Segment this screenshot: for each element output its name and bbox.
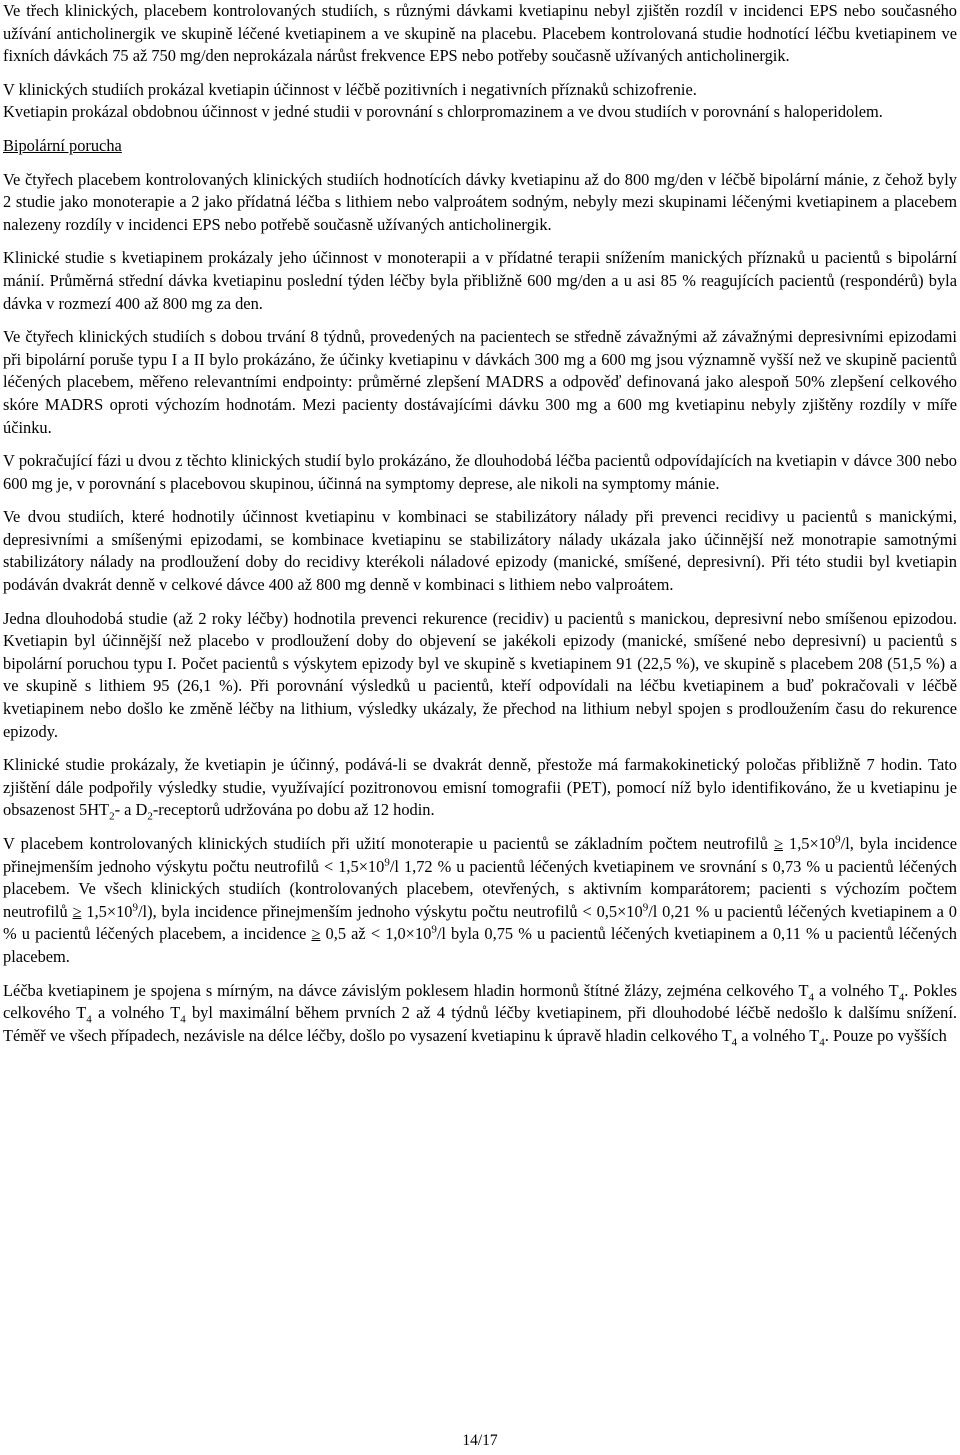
pet-text-c: -receptorů udržována po dobu až 12 hodin.: [152, 800, 435, 820]
subscript: 4: [898, 990, 905, 1003]
subscript: 4: [819, 1036, 825, 1049]
superscript: 9: [431, 923, 437, 936]
subscript: 2: [147, 810, 153, 823]
paragraph-continuation-phase: V pokračující fázi u dvou z těchto klinických studií bylo prokázáno, že dlouhodobá léčba pacientů odpovídajících na kvetiapin v dávce 300 nebo 600 mg je, v porovnání s placebovou skupinou, účinná na symptomy deprese, ale nikoli na symptomy mánie.: [3, 451, 957, 493]
section-heading-bipolar: Bipolární porucha: [3, 135, 122, 155]
text-run: Léčba kvetiapinem je spojena s mírným, na dávce závislým poklesem hladin hormonů štítné žlázy, zejména celkového T: [3, 980, 809, 1000]
text-run: . Pouze po vyšších: [824, 1025, 947, 1045]
paragraph-eps-studies: Ve třech klinických, placebem kontrolovaných studiích, s různými dávkami kvetiapinu nebyl zjištěn rozdíl v incidenci EPS nebo současného užívání anticholinergik ve skupině léčené kvetiapinem a ve skupině na placebu. Placebem kontrolovaná studie hodnotící léčbu kvetiapinem ve fixních dávkách 75 až 750 mg/den neprokázala nárůst frekvence EPS nebo potřeby současně užívaných anticholinergik.: [3, 1, 957, 66]
page-number: 14/17: [462, 1432, 498, 1449]
text-run: . Pokles celkového T: [3, 980, 957, 1023]
superscript: 9: [384, 856, 390, 869]
text-run: 0,5 až < 1,0×10: [320, 924, 432, 944]
paragraph-bipolar-mania-eps: Ve čtyřech placebem kontrolovaných klinických studiích hodnotících dávky kvetiapinu až do 800 mg/den v léčbě bipolární mánie, z čehož byly 2 studie jako monoterapie a 2 jako přídatná léčba s lithiem nebo valproátem sodným, nebyly mezi skupinami léčenými kvetiapinem a placebem nalezeny rozdíly v incidenci EPS nebo potřebě současně užívaných anticholinergik.: [3, 169, 957, 234]
text-run: /l byla 0,75 % u pacientů léčených kvetiapinem a 0,11 % u pacientů léčených placebem.: [3, 924, 958, 966]
ge-symbol: ≥: [311, 924, 321, 944]
superscript: 9: [642, 901, 649, 914]
paragraph-depression-studies: Ve čtyřech klinických studiích s dobou trvání 8 týdnů, provedených na pacientech se středně závažnými až závažnými depresivními epizodami při bipolární poruše typu I a II bylo prokázáno, že účinky kvetiapinu v dávkách 300 mg a 600 mg jsou významně vyšší než ve skupině pacientů léčených placebem, měřeno relevantními endpointy: průměrné zlepšení MADRS a odpověď definovaná jako alespoň 50% zlepšení celkového skóre MADRS oproti výchozím hodnotám. Mezi pacienty dostávajícími dávku 300 mg a 600 mg kvetiapinu nebyly zjištěny rozdíly v míře účinku.: [3, 327, 957, 437]
paragraph-long-term-study: Jedna dlouhodobá studie (až 2 roky léčby) hodnotila prevenci rekurence (recidiv) u pacientů s manickou, depresivní nebo smíšenou epizodou. Kvetiapin byl účinnější než placebo v prodloužení doby do objevení se jakékoli epizody (manické, smíšené nebo depresivní) u pacientů s bipolární poruchou typu I. Počet pacientů s výskytem epizody byl ve skupině s kvetiapinem 91 (22,5 %), ve skupině s placebem 208 (51,5 %) a ve skupině s lithiem 95 (26,1 %). Při porovnání výsledků u pacientů, kteří odpovídali na léčbu kvetiapinem a buď pokračovali v léčbě kvetiapinem nebo došlo ke změně léčby na lithium, výsledky ukázaly, že přechod na lithium nebyl spojen s prodloužením času do rekurence epizody.: [3, 608, 957, 741]
paragraph-schizophrenia-efficacy: V klinických studiích prokázal kvetiapin účinnost v léčbě pozitivních i negativních příznaků schizofrenie.: [3, 79, 697, 99]
paragraph-pet-study: [3, 754, 957, 822]
text-run: a volného T: [737, 1025, 820, 1045]
text-run: /l 1,72 % u pacientů léčených kvetiapinem ve srovnání s 0,73 % u pacientů léčených placebem. Ve všech klinických studiích (kontrolovaných placebem, otevřených, s aktivním komparátorem; pacienti s výchozím počtem neutrofilů: [3, 856, 957, 921]
text-run: /l 0,21 % u pacientů léčených kvetiapinem a 0 % u pacientů léčených placebem, a incidence: [3, 901, 957, 944]
text-run: /l, byla incidence přinejmenším jednoho výskytu počtu neutrofilů < 1,5×10: [3, 834, 957, 876]
paragraph-thyroid: [3, 980, 957, 1048]
paragraph-combination-studies: Ve dvou studiích, které hodnotily účinnost kvetiapinu v kombinaci se stabilizátory nálady při prevenci recidivy u pacientů s manickými, depresivními a smíšenými epizodami, se kombinace kvetiapinu se stabilizátory nálady ukázala jako účinnější než monotrapie samotnými stabilizátory nálady na prodloužení doby do recidivy kterékoli náladové epizody (manické, smíšené, depresivní). Při této studii byl kvetiapin podáván dvakrát denně v celkové dávce 400 až 800 mg denně v kombinaci s lithiem nebo valproátem.: [3, 507, 957, 595]
text-run: 1,5×10: [782, 834, 836, 853]
text-run: 1,5×10: [81, 901, 133, 921]
paragraph-neutrophils: [3, 833, 957, 969]
text-run: /l), byla incidence přinejmenším jednoho výskytu počtu neutrofilů < 0,5×10: [138, 901, 643, 921]
text-run: a volného T: [91, 1003, 181, 1023]
paragraph-comparator-studies: Kvetiapin prokázal obdobnou účinnost v jedné studii v porovnání s chlorpromazinem a ve dvou studiích v porovnání s haloperidolem.: [3, 102, 883, 122]
superscript: 9: [132, 901, 138, 914]
ge-symbol: ≥: [773, 834, 783, 853]
subscript: 4: [86, 1013, 92, 1026]
subscript: 4: [731, 1036, 738, 1049]
pet-text-b: - a D: [114, 800, 148, 820]
text-run: V placebem kontrolovaných klinických studiích při užití monoterapie u pacientů se základním počtem neutrofilů: [3, 834, 774, 853]
ge-symbol: ≥: [72, 901, 82, 921]
text-run: a volného T: [813, 980, 899, 1000]
subscript: 4: [180, 1013, 186, 1026]
paragraph-mania-efficacy: Klinické studie s kvetiapinem prokázaly jeho účinnost v monoterapii a v přídatné terapii snížením manických příznaků u pacientů s bipolární mánií. Průměrná střední dávka kvetiapinu poslední týden léčby byla přibližně 600 mg/den a u asi 85 % reagujících pacientů (respondérů) byla dávka v rozmezí 400 až 800 mg za den.: [3, 248, 957, 313]
text-run: byl maximální během prvních 2 až 4 týdnů léčby kvetiapinem, při dlouhodobé léčbě nedošlo k dalšímu snížení. Téměř ve všech případech, nezávisle na délce léčby, došlo po vysazení kvetiapinu k úpravě hladin celkového T: [3, 1003, 957, 1045]
document-page: [3, 0, 957, 1047]
pet-text-a: Klinické studie prokázaly, že kvetiapin je účinný, podává-li se dvakrát denně, přestože má farmakokinetický poločas přibližně 7 hodin. Tato zjištění dále podpořily výsledky studie, využívající pozitronovou emisní tomografii (PET), pomocí níž bylo identifikováno, že u kvetiapinu je obsazenost 5HT: [3, 755, 957, 820]
subscript: 4: [808, 990, 814, 1003]
subscript: 2: [109, 810, 115, 823]
superscript: 9: [835, 833, 841, 846]
